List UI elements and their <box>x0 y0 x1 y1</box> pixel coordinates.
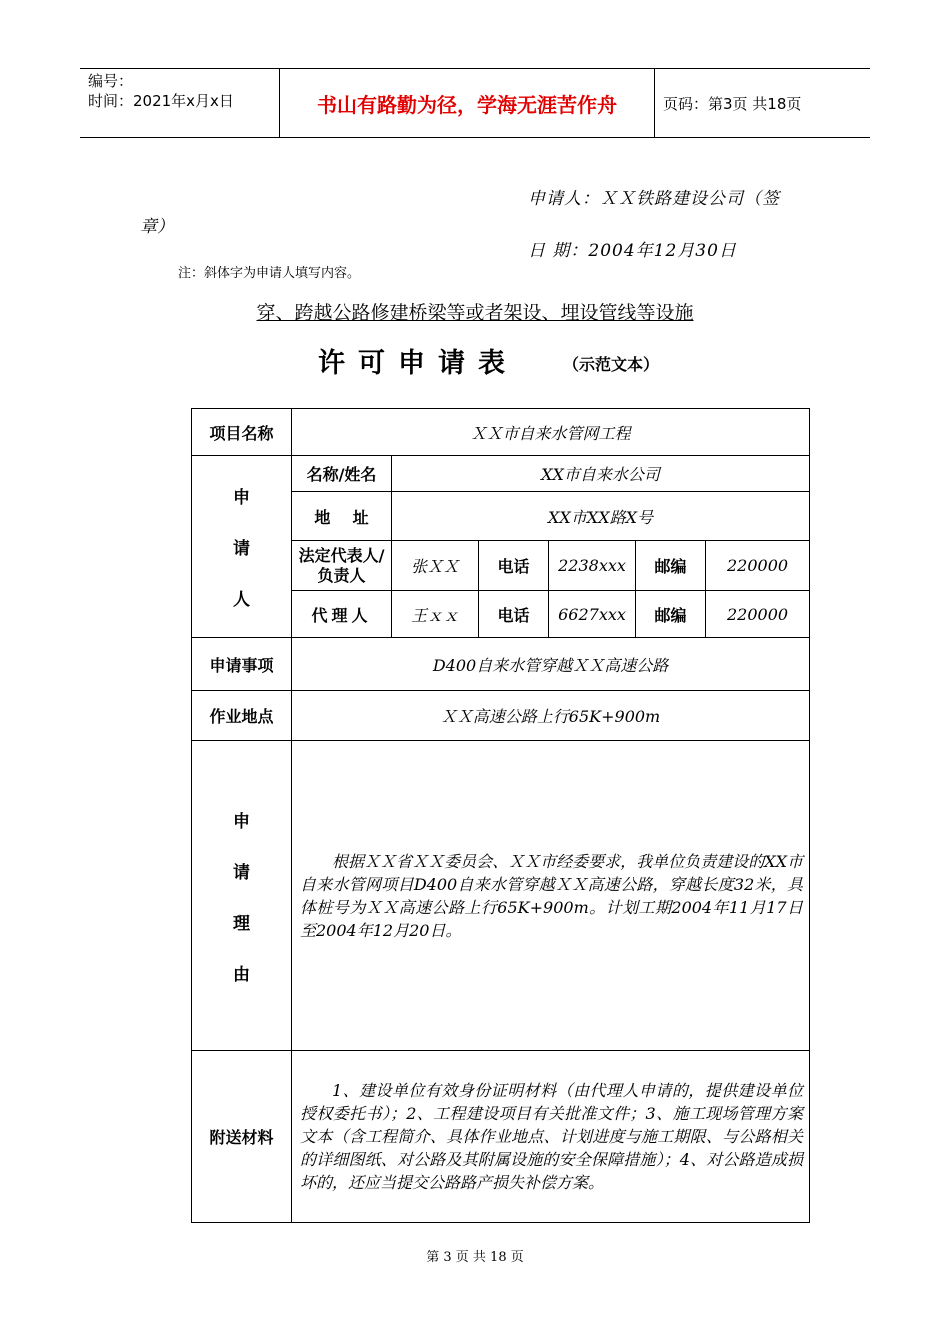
project-name-value: ＸＸ市自来水管网工程 <box>292 409 810 456</box>
row-project-name <box>192 409 810 456</box>
matter-value: D400自来水管穿越ＸＸ高速公路 <box>292 638 810 691</box>
legal-rep-value: 张ＸＸ <box>392 541 479 591</box>
applicant-label <box>192 483 291 610</box>
applicant-char: 申 <box>233 488 250 508</box>
title-note: （示范文本） <box>563 355 660 374</box>
date-line: 日 期：2004年12月30日 <box>528 241 737 261</box>
name-value: XX市自来水公司 <box>392 456 810 492</box>
name-label: 名称/姓名 <box>292 456 392 492</box>
header-meta <box>80 69 280 137</box>
agent-postcode: 220000 <box>706 591 810 638</box>
applicant-char: 人 <box>233 590 250 610</box>
location-value: ＸＸ高速公路上行65K+900m <box>292 691 810 741</box>
attachments-cell <box>292 1051 810 1223</box>
page-header <box>80 68 870 138</box>
row-attachments <box>192 1051 810 1223</box>
applicant-line: 申请人：ＸＸ铁路建设公司（签 <box>528 189 780 209</box>
phone-label: 电话 <box>479 591 549 638</box>
application-form <box>191 408 810 1223</box>
legal-rep-label: 法定代表人/负责人 <box>292 541 392 591</box>
reason-char: 请 <box>233 862 250 883</box>
agent-value: 王ｘｘ <box>392 591 479 638</box>
agent-label: 代理人 <box>292 591 392 638</box>
row-location <box>192 691 810 741</box>
reason-char: 由 <box>233 964 250 985</box>
page-footer: 第 3 页 共 18 页 <box>426 1250 524 1265</box>
header-motto: 书山有路勤为径，学海无涯苦作舟 <box>280 69 655 137</box>
address-label: 地 址 <box>292 492 392 541</box>
serial-label: 编号： <box>88 72 134 90</box>
applicant-char: 请 <box>233 539 250 559</box>
reason-text: 根据ＸＸ省ＸＸ委员会、ＸＸ市经委要求，我单位负责建设的XX市自来水管网项目D400自来水管穿越ＸＸ高速公路，穿越长度32米，具体桩号为ＸＸ高速公路上行65K+900m。计划工期2004年11月17日至2004年12月20日。 <box>300 851 804 940</box>
legal-rep-postcode: 220000 <box>706 541 810 591</box>
location-label: 作业地点 <box>192 691 292 741</box>
postcode-label: 邮编 <box>636 591 706 638</box>
row-reason <box>192 741 810 1051</box>
reason-char: 理 <box>233 913 250 934</box>
postcode-label: 邮编 <box>636 541 706 591</box>
legal-rep-phone: 2238xxx <box>549 541 636 591</box>
reason-cell <box>292 741 810 1051</box>
row-matter <box>192 638 810 691</box>
attachments-text: 1、建设单位有效身份证明材料（由代理人申请的，提供建设单位授权委托书）；2、工程建设项目有关批准文件；3、施工现场管理方案文本（含工程简介、具体作业地点、计划进度与施工期限、与公路相关的详细图纸、对公路及其附属设施的安全保障措施）；4、对公路造成损坏的，还应当提交公路路产损失补偿方案。 <box>300 1081 804 1192</box>
reason-char: 申 <box>233 811 250 832</box>
attachments-label: 附送材料 <box>192 1051 292 1223</box>
subtitle-text: 穿、跨越公路修建桥梁等或者架设、埋设管线等设施 <box>256 302 694 324</box>
reason-label-cell <box>192 741 292 1051</box>
agent-phone: 6627xxx <box>549 591 636 638</box>
note-text: 注：斜体字为申请人填写内容。 <box>178 266 361 281</box>
project-name-label: 项目名称 <box>192 409 292 456</box>
applicant-label-cell <box>192 456 292 638</box>
row-applicant-name <box>192 456 810 492</box>
address-value: XX市XX路X号 <box>392 492 810 541</box>
time-label: 时间：2021年x月x日 <box>88 92 234 110</box>
matter-label: 申请事项 <box>192 638 292 691</box>
applicant-line-cont: 章） <box>140 217 174 237</box>
phone-label: 电话 <box>479 541 549 591</box>
document-title: 许可申请表 <box>318 348 518 379</box>
document-subtitle <box>0 298 950 325</box>
reason-label <box>192 807 291 985</box>
header-page-info: 页码：第3页 共18页 <box>663 94 802 113</box>
